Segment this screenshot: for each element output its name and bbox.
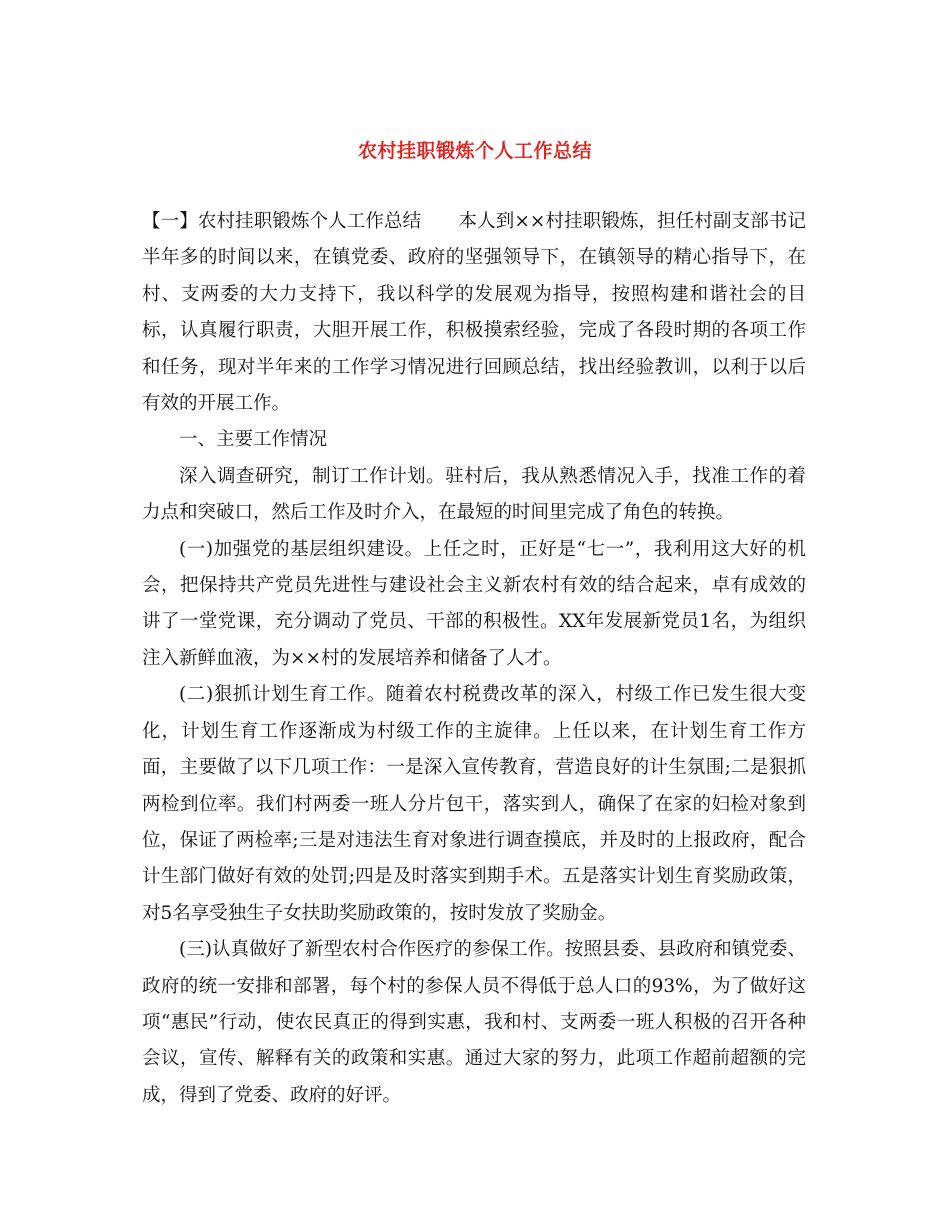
- document-title: 农村挂职锻炼个人工作总结: [357, 140, 592, 162]
- paragraph-party-building: (一)加强党的基层组织建设。上任之时，正好是“七一”，我利用这大好的机会，把保持共产党员先进性与建设社会主义新农村有效的结合起来，卓有成效的讲了一堂党课，充分调动了党员、干部的积极性。XX年发展新党员1名，为组织注入新鲜血液，为××村的发展培养和储备了人才。: [142, 538, 806, 669]
- document-body: [142, 204, 806, 1114]
- section-heading-main-work: 一、主要工作情况: [179, 429, 328, 451]
- paragraph-family-planning: (二)狠抓计划生育工作。随着农村税费改革的深入，村级工作已发生很大变化，计划生育工作逐渐成为村级工作的主旋律。上任以来，在计划生育工作方面，主要做了以下几项工作：一是深入宣传教育，营造良好的计生氛围;二是狠抓两检到位率。我们村两委一班人分片包干，落实到人，确保了在家的妇检对象到位，保证了两检率;三是对违法生育对象进行调查摸底，并及时的上报政府，配合计生部门做好有效的处罚;四是及时落实到期手术。五是落实计划生育奖励政策，对5名享受独生子女扶助奖励政策的，按时发放了奖励金。: [142, 684, 806, 924]
- paragraph-medical-insurance: (三)认真做好了新型农村合作医疗的参保工作。按照县委、县政府和镇党委、政府的统一安排和部署，每个村的参保人员不得低于总人口的93%，为了做好这项“惠民”行动，使农民真正的得到实惠，我和村、支两委一班人积极的召开各种会议，宣传、解释有关的政策和实惠。通过大家的努力，此项工作超前超额的完成，得到了党委、政府的好评。: [142, 939, 806, 1106]
- paragraph-intro: 【一】农村挂职锻炼个人工作总结 本人到××村挂职锻炼，担任村副支部书记半年多的时间以来，在镇党委、政府的坚强领导下，在镇领导的精心指导下，在村、支两委的大力支持下，我以科学的发展观为指导，按照构建和谐社会的目标，认真履行职责，大胆开展工作，积极摸索经验，完成了各段时期的各项工作和任务，现对半年来的工作学习情况进行回顾总结，找出经验教训，以利于以后有效的开展工作。: [142, 211, 806, 415]
- paragraph-investigation: 深入调查研究，制订工作计划。驻村后，我从熟悉情况入手，找准工作的着力点和突破口，然后工作及时介入，在最短的时间里完成了角色的转换。: [142, 465, 806, 524]
